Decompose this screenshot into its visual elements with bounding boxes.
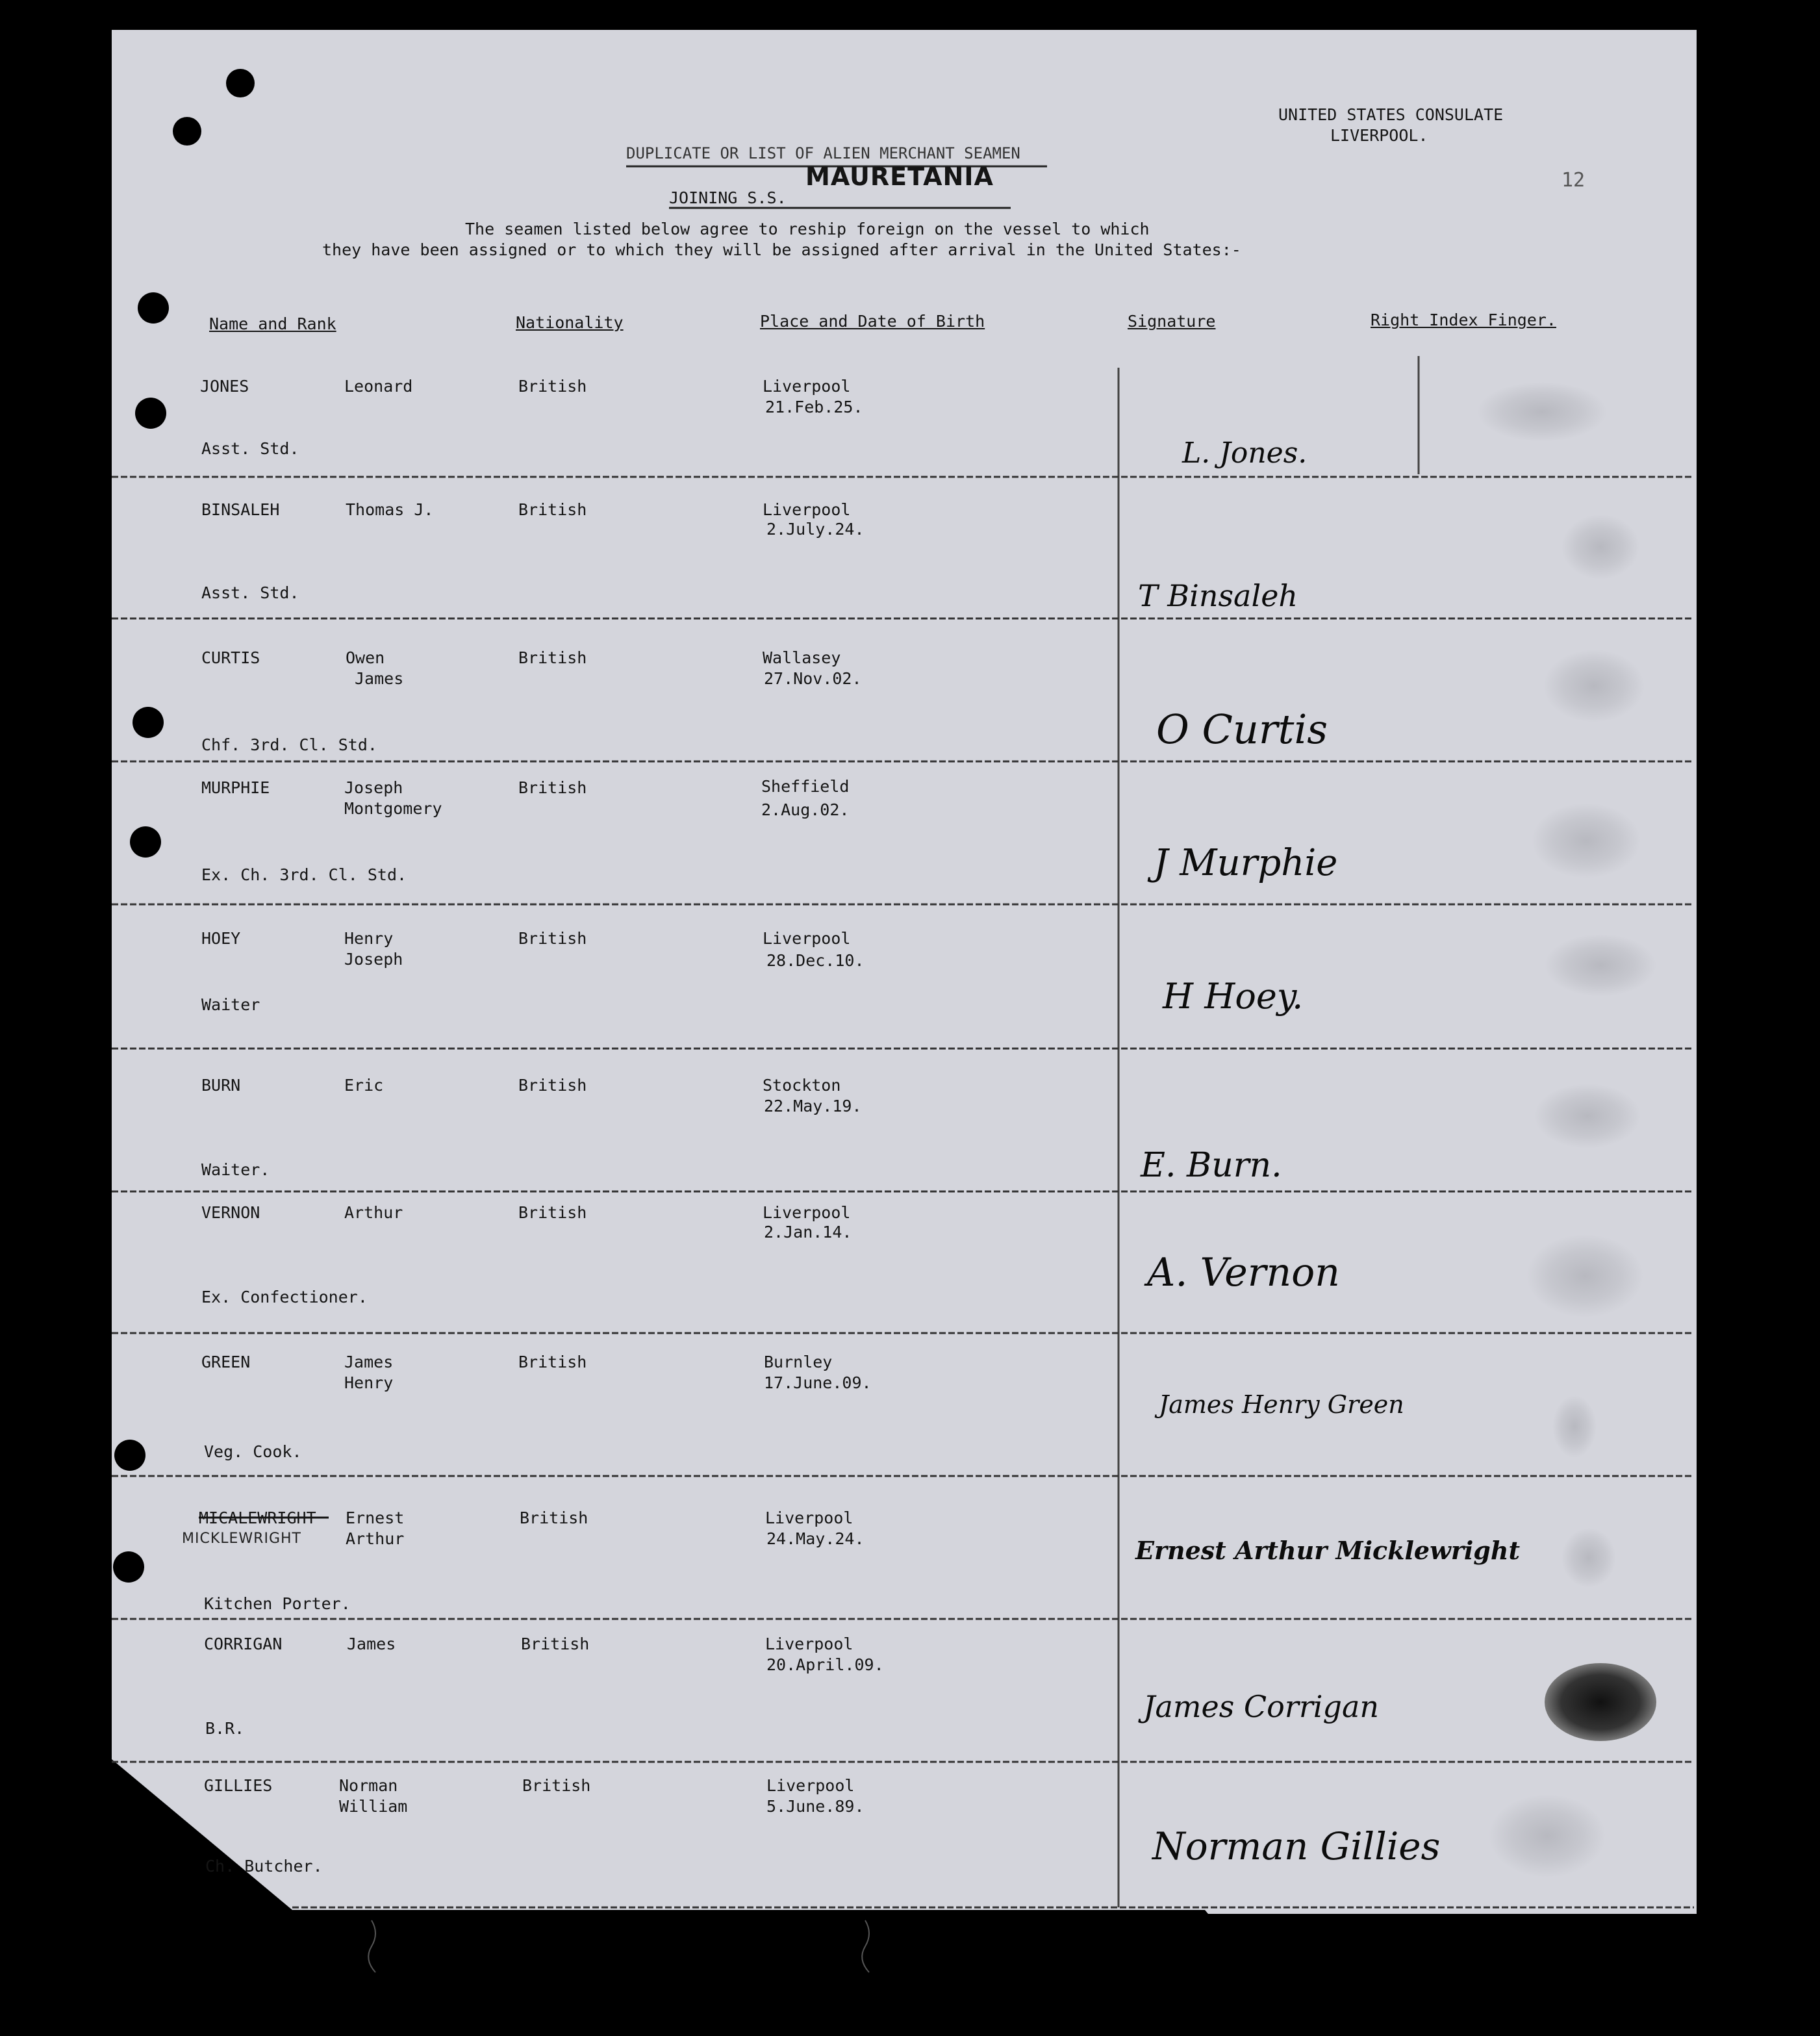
nationality: British [521, 1635, 590, 1653]
signature: J Murphie [1154, 842, 1338, 884]
fingerprint [1561, 515, 1639, 579]
birth-place: Liverpool [765, 1635, 853, 1653]
rank: Waiter [201, 995, 260, 1014]
surname: MURPHIE [201, 778, 270, 797]
birth-place: Liverpool [766, 1776, 855, 1795]
signature: E. Burn. [1141, 1146, 1282, 1185]
rank: Asst. Std. [201, 439, 299, 458]
signature: Ernest Arthur Micklewright [1135, 1536, 1521, 1565]
given-name-2: Montgomery [344, 799, 442, 818]
birth-place: Wallasey [763, 648, 841, 667]
rank: Chf. 3rd. Cl. Std. [201, 735, 377, 754]
given-name: Thomas J. [346, 500, 434, 519]
signature: L. Jones. [1182, 437, 1308, 470]
birth-place: Stockton [763, 1076, 841, 1095]
joining-label: JOINING S.S. [669, 188, 787, 207]
given-name: Eric [344, 1076, 384, 1095]
given-name: Joseph [344, 778, 403, 797]
surname: GREEN [201, 1353, 251, 1371]
column-header-nationality: Nationality [516, 313, 624, 332]
rank: Kitchen Porter. [204, 1594, 351, 1613]
rank: Veg. Cook. [204, 1442, 302, 1461]
surname: VERNON [201, 1203, 260, 1222]
given-name: Owen [346, 648, 385, 667]
birth-place: Liverpool [763, 377, 851, 396]
nationality: British [518, 929, 587, 948]
given-name: Henry [344, 929, 394, 948]
birth-date: 24.May.24. [766, 1529, 865, 1548]
fingerprint [1552, 1395, 1597, 1458]
signature: James Corrigan [1143, 1689, 1380, 1724]
surname: GILLIES [204, 1776, 273, 1795]
fingerprint [1532, 803, 1641, 878]
fingerprint [1545, 934, 1656, 997]
birth-place: Liverpool [765, 1508, 853, 1527]
fingerprint [1543, 650, 1645, 722]
consulate-line-2: LIVERPOOL. [1330, 126, 1428, 145]
intro-line-1: The seamen listed below agree to reship foreign on the vessel to which [465, 220, 1150, 238]
given-name: Leonard [344, 377, 413, 396]
surname-correction: MICKLEWRIGHT [182, 1531, 301, 1547]
surname: BINSALEH [201, 500, 280, 519]
ship-name: MAURETANIA [805, 162, 994, 191]
consulate-line-1: UNITED STATES CONSULATE [1278, 105, 1504, 124]
birth-date: 2.Aug.02. [761, 800, 850, 819]
rank: Ex. Confectioner. [201, 1288, 368, 1306]
fingerprint [1561, 1528, 1616, 1588]
column-header-finger: Right Index Finger. [1371, 311, 1556, 329]
surname: HOEY [201, 929, 241, 948]
nationality: British [518, 500, 587, 519]
column-header-birth: Place and Date of Birth [760, 312, 985, 331]
signature: O Curtis [1156, 706, 1328, 753]
surname: JONES [200, 377, 249, 396]
surname: BURN [201, 1076, 241, 1095]
fingerprint [1489, 1794, 1606, 1877]
intro-line-2: they have been assigned or to which they will be assigned after arrival in the United States:- [322, 240, 1241, 259]
nationality: British [518, 1203, 587, 1222]
birth-place: Liverpool [763, 500, 851, 519]
birth-date: 22.May.19. [764, 1097, 862, 1115]
given-name: Arthur [344, 1203, 403, 1222]
nationality: British [520, 1508, 588, 1527]
given-name: James [347, 1635, 396, 1653]
birth-date: 17.June.09. [764, 1373, 872, 1392]
given-name-2: Joseph [344, 950, 403, 969]
birth-date: 20.April.09. [766, 1655, 884, 1674]
column-header-name: Name and Rank [209, 314, 336, 333]
fingerprint [1477, 382, 1607, 442]
rank: Ch. Butcher. [205, 1857, 323, 1876]
signature: T Binsaleh [1138, 578, 1298, 613]
given-name: Norman [339, 1776, 398, 1795]
nationality: British [518, 648, 587, 667]
given-name-2: William [339, 1797, 408, 1816]
birth-date: 21.Feb.25. [765, 398, 863, 416]
column-header-signature: Signature [1128, 312, 1216, 331]
birth-date: 28.Dec.10. [766, 951, 865, 970]
rank: B.R. [205, 1719, 245, 1738]
fingerprint [1526, 1234, 1643, 1317]
birth-place: Sheffield [761, 777, 850, 796]
birth-date: 27.Nov.02. [764, 669, 862, 688]
rank: Waiter. [201, 1160, 270, 1179]
torn-mark [862, 1920, 869, 1972]
given-name: James [344, 1353, 394, 1371]
torn-mark [368, 1920, 375, 1972]
list-title: DUPLICATE OR LIST OF ALIEN MERCHANT SEAMEN [626, 144, 1020, 162]
surname: CORRIGAN [204, 1635, 283, 1653]
given-name-2: James [355, 669, 404, 688]
nationality: British [518, 1353, 587, 1371]
signature: Norman Gillies [1152, 1824, 1441, 1868]
given-name-2: Henry [344, 1373, 394, 1392]
nationality: British [518, 1076, 587, 1095]
nationality: British [518, 778, 587, 797]
birth-date: 2.July.24. [766, 520, 865, 539]
birth-place: Liverpool [763, 929, 851, 948]
surname: CURTIS [201, 648, 260, 667]
rank: Asst. Std. [201, 583, 299, 602]
fingerprint [1534, 1084, 1641, 1149]
nationality: British [518, 377, 587, 396]
nationality: British [522, 1776, 591, 1795]
signature: A. Vernon [1147, 1250, 1340, 1295]
signature: James Henry Green [1159, 1390, 1404, 1419]
given-name: Ernest [346, 1508, 405, 1527]
fingerprint [1545, 1663, 1656, 1741]
birth-date: 5.June.89. [766, 1797, 865, 1816]
signature: H Hoey. [1163, 976, 1304, 1017]
surname: MICALEWRIGHT [199, 1508, 316, 1527]
birth-place: Liverpool [763, 1203, 851, 1222]
birth-place: Burnley [764, 1353, 833, 1371]
given-name-2: Arthur [346, 1529, 405, 1548]
rank: Ex. Ch. 3rd. Cl. Std. [201, 865, 407, 884]
birth-date: 2.Jan.14. [764, 1223, 852, 1241]
page-mark: 12 [1561, 169, 1586, 192]
